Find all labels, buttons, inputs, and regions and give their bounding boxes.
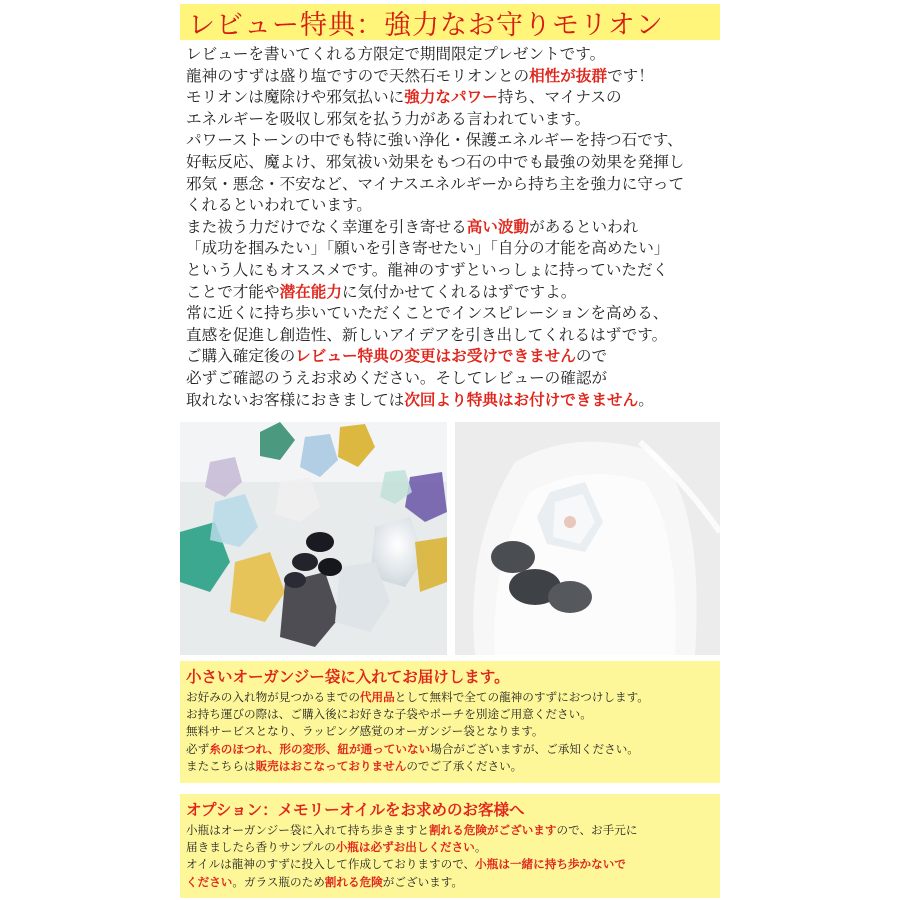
intro-line [186,174,716,196]
text-segment: 「成功を掴みたい」「願いを引き寄せたい」「自分の才能を高めたい」 [186,239,670,258]
text-segment: お好みの入れ物が見つかるまでの [186,690,360,704]
photo-gems [180,422,447,655]
text-segment: 龍神のすずは盛り塩ですので天然石モリオンとの [186,66,530,85]
oil-option-line [186,874,714,891]
text-segment: エネルギーを吸収し邪気を払う力がある言われています。 [186,109,591,128]
highlight-text: 相性が抜群 [529,66,608,85]
text-segment: 小瓶はオーガンジー袋に入れて持ち歩きますと [186,823,429,837]
text-segment: 場合がございますが、ご承知ください。 [430,741,639,756]
highlight-text: 潜在能力 [279,282,342,301]
intro-line [186,238,716,260]
intro-line [186,282,716,304]
text-segment: ことで才能や [186,282,280,301]
text-segment: くれるといわれています。 [186,196,372,215]
text-segment: のでご了承ください。 [406,758,523,773]
highlight-text: 割れる危険がございます [428,823,557,837]
intro-line [186,325,716,347]
text-segment: 常に近くに持ち歩いていただくことでインスピレーションを高める、 [186,304,669,323]
oil-option-text [186,822,714,891]
text-segment: 取れないお客様におきましては [186,390,405,409]
text-segment: 必ずご確認のうえお求めください。そしてレビューの確認が [186,368,608,387]
highlight-text: 次回より特典はお付けできません [404,390,639,409]
intro-line [186,260,716,282]
text-segment: 。 [638,390,654,409]
pouch-info-title: 小さいオーガンジー袋に入れてお届けします。 [186,668,510,686]
text-segment: 。 [474,840,487,855]
text-segment: レビューを書いてくれる方限定で期間限定プレゼントです。 [186,45,606,63]
pouch-info-line [186,741,714,758]
text-segment: ご購入確定後の [186,347,296,366]
pouch-info-box [180,661,720,783]
text-segment: 届きましたら香りサンプルの [186,840,336,855]
highlight-text: 代用品 [359,690,395,704]
intro-line [186,217,716,239]
text-segment: 好転反応、魔よけ、邪気祓い効果をもつ石の中でも最強の効果を発揮し [186,152,685,171]
text-segment: ので [575,347,608,366]
intro-line [186,130,716,152]
photo-pouch [455,422,720,655]
highlight-text: 割れる危険 [324,874,383,889]
oil-option-line [186,856,714,873]
highlight-text: レビュー特典の変更はお受けできません [295,347,576,366]
oil-option-line [186,839,714,856]
intro-line [186,152,716,174]
highlight-text: 小瓶は必ずお出しください [335,840,475,855]
highlight-text: ください [186,874,233,889]
text-segment: またこちらは [186,758,256,773]
pouch-info-line [186,723,714,740]
text-segment: モリオンは魔除けや邪気払いに [186,88,405,107]
highlight-text: 高い波動 [466,217,530,236]
pouch-info-line [186,758,714,775]
text-segment: パワーストーンの中でも特に強い浄化・保護エネルギーを持つ石です、 [186,131,683,150]
highlight-text: 強力なパワー [404,88,498,107]
intro-line [186,368,716,390]
highlight-text: 小瓶は一緒に持ち歩かないで [475,857,626,872]
banner-title: レビュー特典：強力なお守りモリオン [188,9,664,41]
highlight-text: 販売はおこなっておりません [255,758,407,773]
text-segment: 。ガラス瓶のため [232,874,325,889]
text-segment: です！ [607,66,654,85]
intro-line [186,346,716,368]
pouch-info-line [186,689,714,706]
highlight-text: 糸のほつれ、形の変形、紐が通っていない [209,741,431,756]
banner [180,4,720,40]
intro-line [186,66,716,88]
intro-line [186,44,716,66]
text-segment: という人にもオススメです。龍神のすずといっしょに持っていただく [186,260,669,279]
intro-text [186,44,716,411]
text-segment: お持ち運びの際は、ご購入後にお好きな子袋やポーチを別途ご用意ください。 [186,707,592,722]
text-segment: に気付かせてくれるはずですよ。 [341,282,577,301]
intro-line [186,109,716,131]
intro-line [186,87,716,109]
intro-line [186,303,716,325]
text-segment: があるといわれ [529,217,639,236]
oil-option-line [186,822,714,839]
text-segment: 無料サービスとなり、ラッピング感覚のオーガンジー袋となります。 [186,724,544,739]
oil-option-title: オプション：メモリーオイルをお求めのお客様へ [186,801,525,819]
text-segment: ので、お手元に [556,823,638,837]
intro-line [186,195,716,217]
text-segment: 直感を促進し創造性、新しいアイデアを引き出してくれるはずです。 [186,325,668,344]
text-segment: 持ち、マイナスの [497,88,622,107]
text-segment: また祓う力だけでなく幸運を引き寄せる [186,217,467,236]
pouch-info-text [186,689,714,775]
pouch-info-line [186,706,714,723]
oil-option-box [180,794,720,898]
text-segment: がございます。 [382,874,464,889]
text-segment: オイルは龍神のすずに投入して作成しておりますので、 [186,857,476,872]
text-segment: 必ず [186,741,210,756]
intro-line [186,390,716,412]
text-segment: として無料で全ての龍神のすずにおつけします。 [394,690,649,704]
text-segment: 邪気・悪念・不安など、マイナスエネルギーから持ち主を強力に守って [186,174,685,193]
